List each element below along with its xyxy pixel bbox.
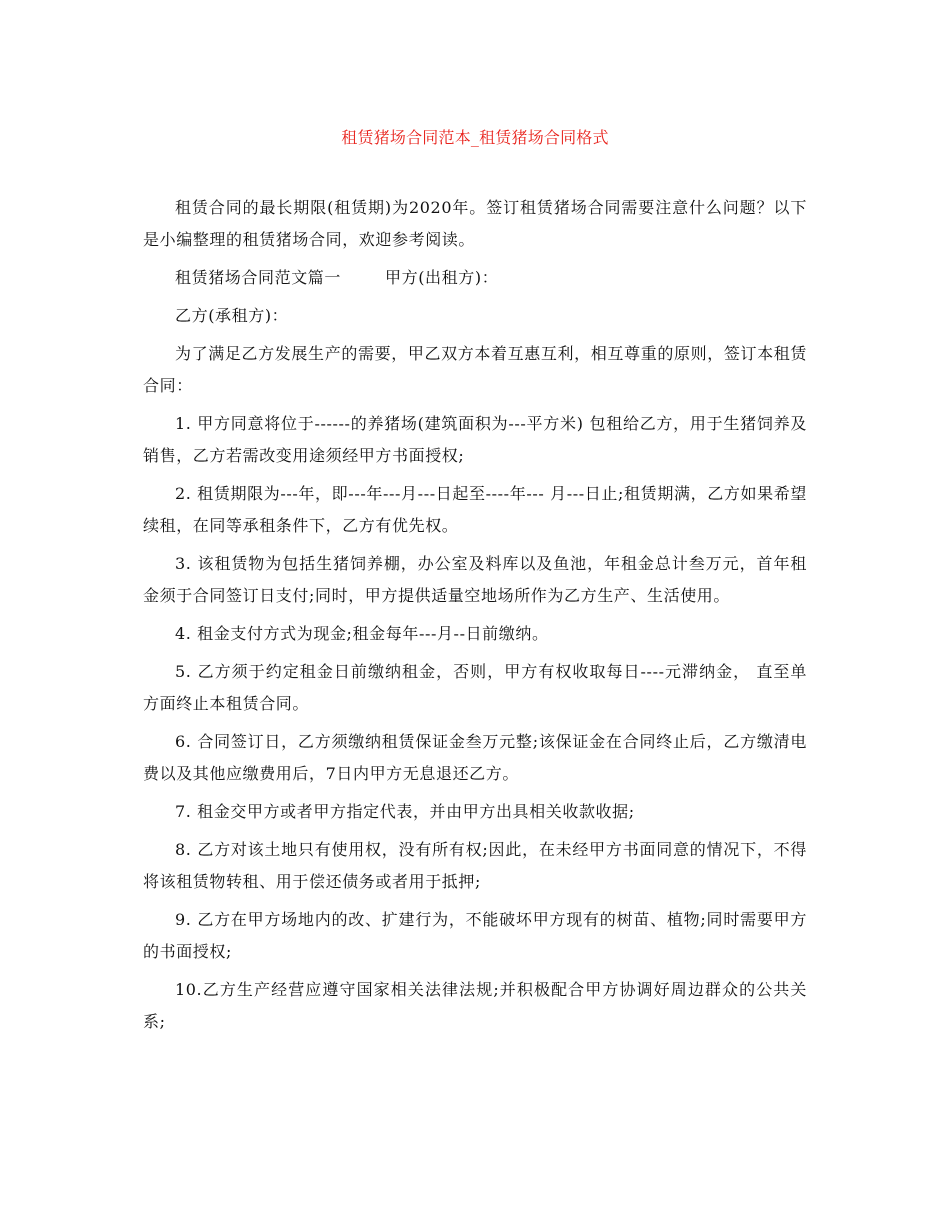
clause-2: 2. 租赁期限为---年，即---年---月---日起至----年--- 月---日止;租赁期满，乙方如果希望续租，在同等承租条件下，乙方有优先权。 bbox=[143, 484, 807, 535]
intro-paragraph: 租赁合同的最长期限(租赁期)为2020年。签订租赁猪场合同需要注意什么问题？以下是小编整理的租赁猪场合同，欢迎参考阅读。 bbox=[143, 198, 807, 249]
clause-3: 3. 该租赁物为包括生猪饲养棚，办公室及料库以及鱼池，年租金总计叁万元，首年租金须于合同签订日支付;同时，甲方提供适量空地场所作为乙方生产、生活使用。 bbox=[143, 554, 807, 605]
party-b-label: 乙方(承租方)： bbox=[175, 306, 289, 325]
clause-10: 10.乙方生产经营应遵守国家相关法律法规;并积极配合甲方协调好周边群众的公共关系; bbox=[143, 980, 807, 1031]
clause-9: 9. 乙方在甲方场地内的改、扩建行为，不能破坏甲方现有的树苗、植物;同时需要甲方的书面授权; bbox=[143, 910, 807, 961]
clause-1: 1. 甲方同意将位于------的养猪场(建筑面积为---平方米) 包租给乙方，用于生猪饲养及销售，乙方若需改变用途须经甲方书面授权; bbox=[143, 414, 807, 465]
clause-6: 6. 合同签订日，乙方须缴纳租赁保证金叁万元整;该保证金在合同终止后，乙方缴清电费以及其他应缴费用后，7日内甲方无息退还乙方。 bbox=[143, 732, 807, 783]
clause-4: 4. 租金支付方式为现金;租金每年---月--日前缴纳。 bbox=[175, 624, 549, 643]
clause-7: 7. 租金交甲方或者甲方指定代表，并由甲方出具相关收款收据; bbox=[175, 802, 635, 821]
party-a-label: 甲方(出租方)： bbox=[385, 268, 499, 287]
section-heading-line bbox=[143, 262, 807, 294]
preamble-paragraph: 为了满足乙方发展生产的需要，甲乙双方本着互惠互利，相互尊重的原则，签订本租赁合同： bbox=[143, 344, 807, 395]
clause-5: 5. 乙方须于约定租金日前缴纳租金，否则，甲方有权收取每日----元滞纳金， 直至单方面终止本租赁合同。 bbox=[143, 662, 807, 713]
document-title: 租赁猪场合同范本_租赁猪场合同格式 bbox=[341, 128, 609, 147]
section-heading: 租赁猪场合同范文篇一 bbox=[175, 268, 342, 287]
clause-8: 8. 乙方对该土地只有使用权，没有所有权;因此，在未经甲方书面同意的情况下，不得将该租赁物转租、用于偿还债务或者用于抵押; bbox=[143, 840, 807, 891]
